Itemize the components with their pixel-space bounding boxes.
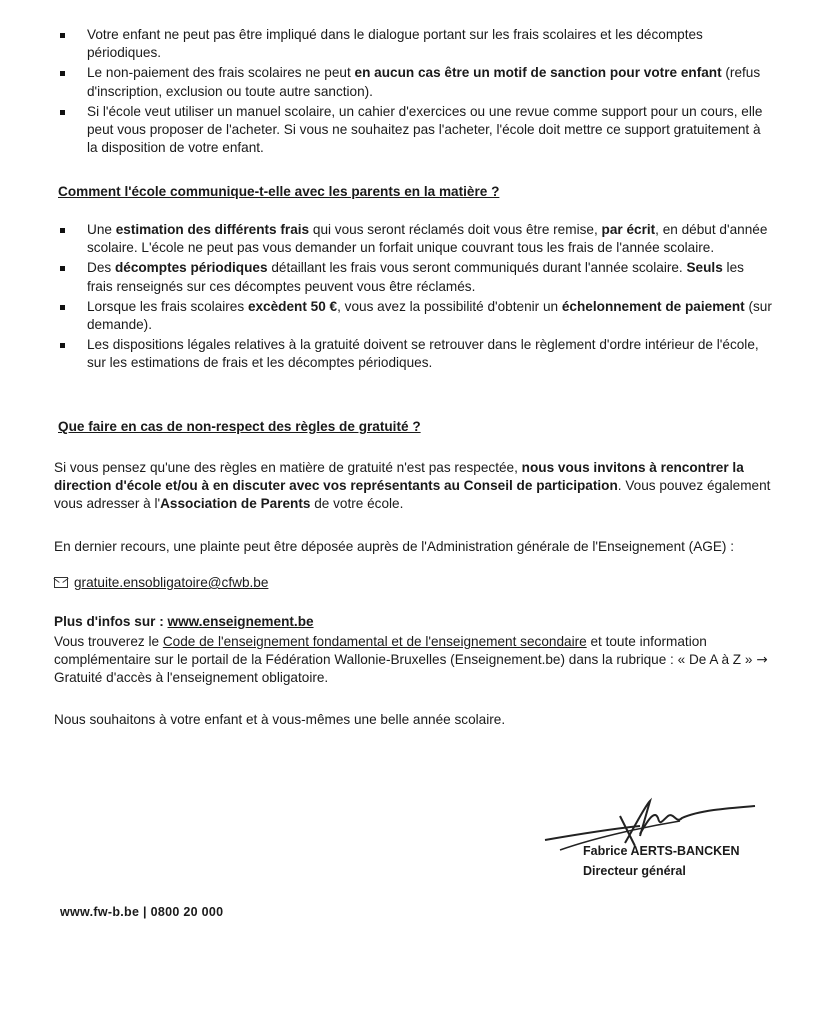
code-link[interactable]: Code de l'enseignement fondamental et de l'enseignement secondaire	[162, 634, 587, 649]
list-item: Si l'école veut utiliser un manuel scolaire, un cahier d'exercices ou une revue comme support pour un cours, elle peut vous proposer de l'acheter. Si vous ne souhaitez pas l'acheter, l'école doit mettre ce support gratuitement à la disposition de votre enfant.	[58, 103, 773, 158]
paragraph-invite: Si vous pensez qu'une des règles en matière de gratuité n'est pas respectée, nous vous invitons à rencontrer la direction d'école et/ou à en discuter avec vos représentants au Conseil de participation. Vous pouvez également vous adresser à l'Association de Parents de votre école.	[54, 460, 771, 512]
list-item: Les dispositions légales relatives à la gratuité doivent se retrouver dans le règlement d'ordre intérieur de l'école, sur les estimations de frais et les décomptes périodiques.	[58, 336, 773, 372]
email-link[interactable]: gratuite.ensobligatoire@cfwb.be	[74, 575, 269, 590]
list-item: Des décomptes périodiques détaillant les frais vous seront communiqués durant l'année scolaire. Seuls les frais renseignés sur ces décomptes peuvent vous être réclamés.	[58, 259, 773, 295]
contact-line	[54, 574, 774, 592]
signatory-name: Fabrice AERTS-BANCKEN	[583, 844, 740, 858]
heading-non-respect: Que faire en cas de non-respect des règles de gratuité ?	[58, 419, 421, 434]
heading-communication: Comment l'école communique-t-elle avec les parents en la matière ?	[58, 184, 500, 199]
list-item: Lorsque les frais scolaires excèdent 50 €, vous avez la possibilité d'obtenir un échelonnement de paiement (sur demande).	[58, 298, 773, 334]
envelope-icon	[54, 577, 68, 588]
list-item: Une estimation des différents frais qui vous seront réclamés doit vous être remise, par écrit, en début d'année scolaire. L'école ne peut pas vous demander un forfait unique couvrant tous les frais de l'année scolaire.	[58, 221, 773, 257]
footer-contact: www.fw-b.be | 0800 20 000	[60, 905, 224, 919]
communication-bullet-list	[58, 221, 773, 375]
signatory-title: Directeur général	[583, 864, 686, 878]
paragraph-infos: Vous trouverez le Code de l'enseignement fondamental et de l'enseignement secondaire et toute information complémentaire sur le portail de la Fédération Wallonie-Bruxelles (Enseignement.be) dans la rubrique : « De A à Z » → Gratuité d'accès à l'enseignement obligatoire.	[54, 634, 768, 686]
paragraph-recours: En dernier recours, une plainte peut être déposée auprès de l'Administration générale de l'Enseignement (AGE) :	[54, 539, 734, 554]
list-item: Votre enfant ne peut pas être impliqué dans le dialogue portant sur les frais scolaires et les décomptes périodiques.	[58, 26, 773, 62]
list-item: Le non-paiement des frais scolaires ne peut en aucun cas être un motif de sanction pour votre enfant (refus d'inscription, exclusion ou toute autre sanction).	[58, 64, 773, 100]
closing-line: Nous souhaitons à votre enfant et à vous-mêmes une belle année scolaire.	[54, 712, 506, 727]
top-bullet-list	[58, 26, 773, 159]
infos-label: Plus d'infos sur :	[54, 614, 168, 629]
infos-site-link[interactable]: www.enseignement.be	[167, 614, 314, 629]
arrow-right-icon: →	[756, 652, 768, 669]
infos-title	[54, 613, 774, 631]
